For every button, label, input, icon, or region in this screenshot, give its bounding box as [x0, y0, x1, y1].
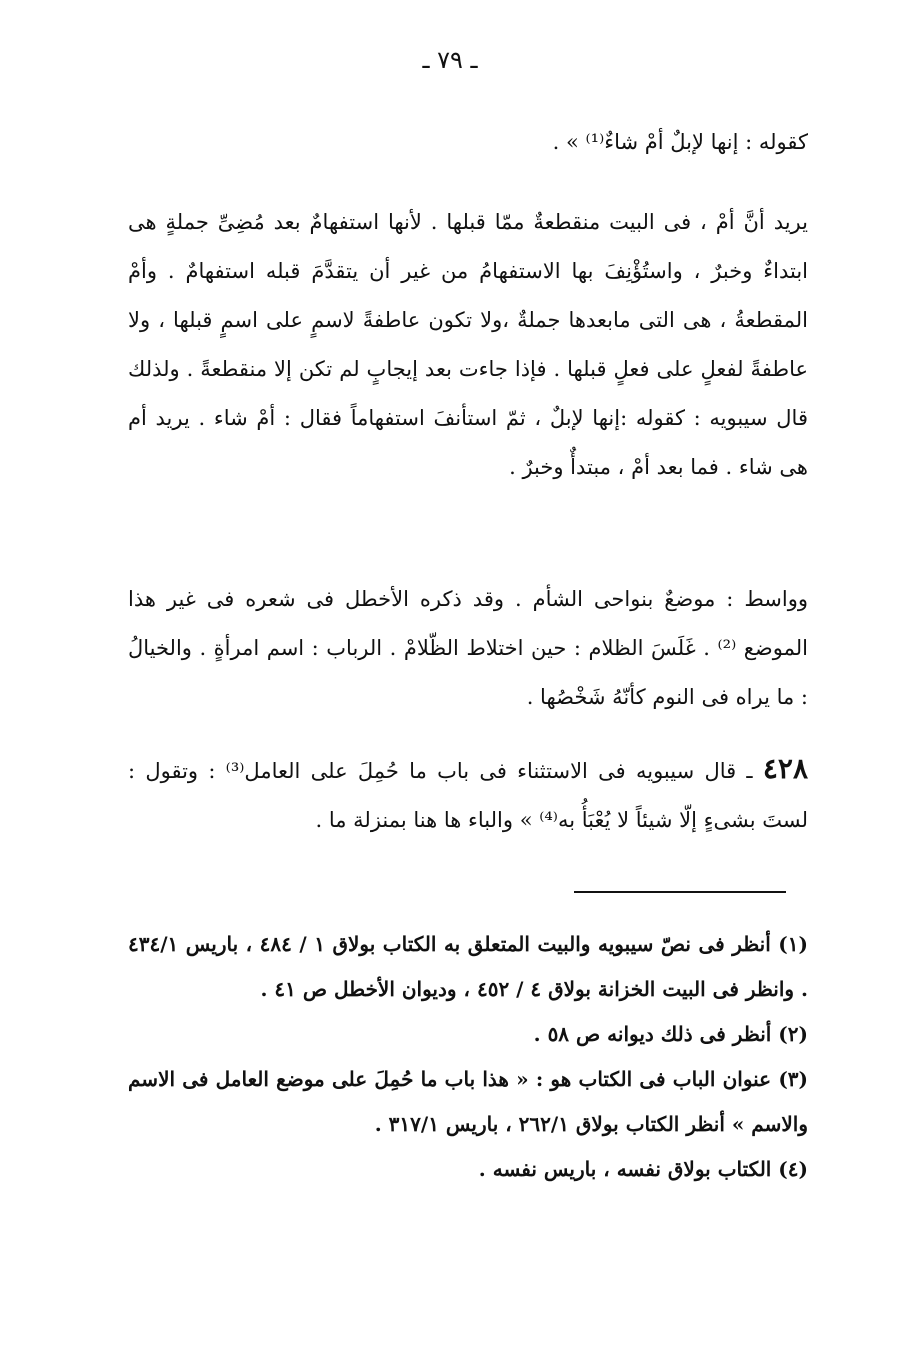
numbered-entry: [128, 744, 808, 845]
entry-text: ـ قال سيبويه فى الاستثناء فى باب ما حُمِلَ على العامل⁽³⁾ : وتقول : لستَ بشىءٍ إلّا شيئاً لا يُعْبَأُ به⁽⁴⁾ » والباء ها هنا بمنزلة ما .: [128, 759, 808, 832]
footnote-2: (٢) أنظر فى ذلك ديوانه ص ٥٨ .: [533, 1022, 808, 1046]
paragraph-verse-quote: [128, 118, 808, 167]
footnotes: [128, 922, 808, 1192]
paragraph-text: كقوله : إنها لإبلٌ أمْ شاءٌ⁽¹⁾ » .: [552, 130, 808, 154]
footnote-divider: [574, 891, 786, 893]
paragraph-text: يريد أنَّ أمْ ، فى البيت منقطعةٌ ممّا قبلها . لأنها استفهامٌ بعد مُضِىِّ جملةٍ هى ابتداءٌ وخبرٌ ، واستُؤْنِفَ بها الاستفهامُ من غير أن يتقدَّمَ قبله استفهامٌ . وأمْ المقطعةُ ، هى التى مابعدها جملةٌ ،ولا تكون عاطفةً لاسمٍ على اسمٍ قبلها ، ولا عاطفةً لفعلٍ على فعلٍ قبلها . فإذا جاءت بعد إيجابٍ لم تكن إلا منقطعةً . ولذلك قال سيبويه : كقوله :إنها لإبلٌ ، ثمّ استأنفَ استفهاماً فقال : أمْ شاء . يريد أم هى شاء . فما بعد أمْ ، مبتدأٌ وخبرٌ .: [128, 210, 808, 479]
paragraph-text: وواسط : موضعٌ بنواحى الشأم . وقد ذكره الأخطل فى شعره فى غير هذا الموضع ⁽²⁾ . غَلَسَ الظلام : حين اختلاط الظّلامْ . الرباب : اسم امرأةٍ . والخيالُ : ما يراه فى النوم كأنّهُ شَخْصُها .: [128, 587, 808, 709]
entry-number: ٤٢٨: [762, 752, 808, 785]
paragraph-commentary: [128, 198, 808, 492]
entry-paragraph: [128, 744, 808, 845]
page-number: ـ ٧٩ ـ: [422, 46, 478, 74]
footnote-3: (٣) عنوان الباب فى الكتاب هو : « هذا باب ما حُمِلَ على موضع العامل فى الاسم والاسم » أنظر الكتاب بولاق ٢٦٢/١ ، باريس ٣١٧/١ .: [128, 1067, 808, 1136]
paragraph-glossary: [128, 575, 808, 722]
footnote-1: (١) أنظر فى نصّ سيبويه والبيت المتعلق به الكتاب بولاق ١ / ٤٨٤ ، باريس ٤٣٤/١ . وانظر فى البيت الخزانة بولاق ٤ / ٤٥٢ ، وديوان الأخطل ص ٤١ .: [128, 932, 808, 1001]
footnote-4: (٤) الكتاب بولاق نفسه ، باريس نفسه .: [478, 1157, 808, 1181]
